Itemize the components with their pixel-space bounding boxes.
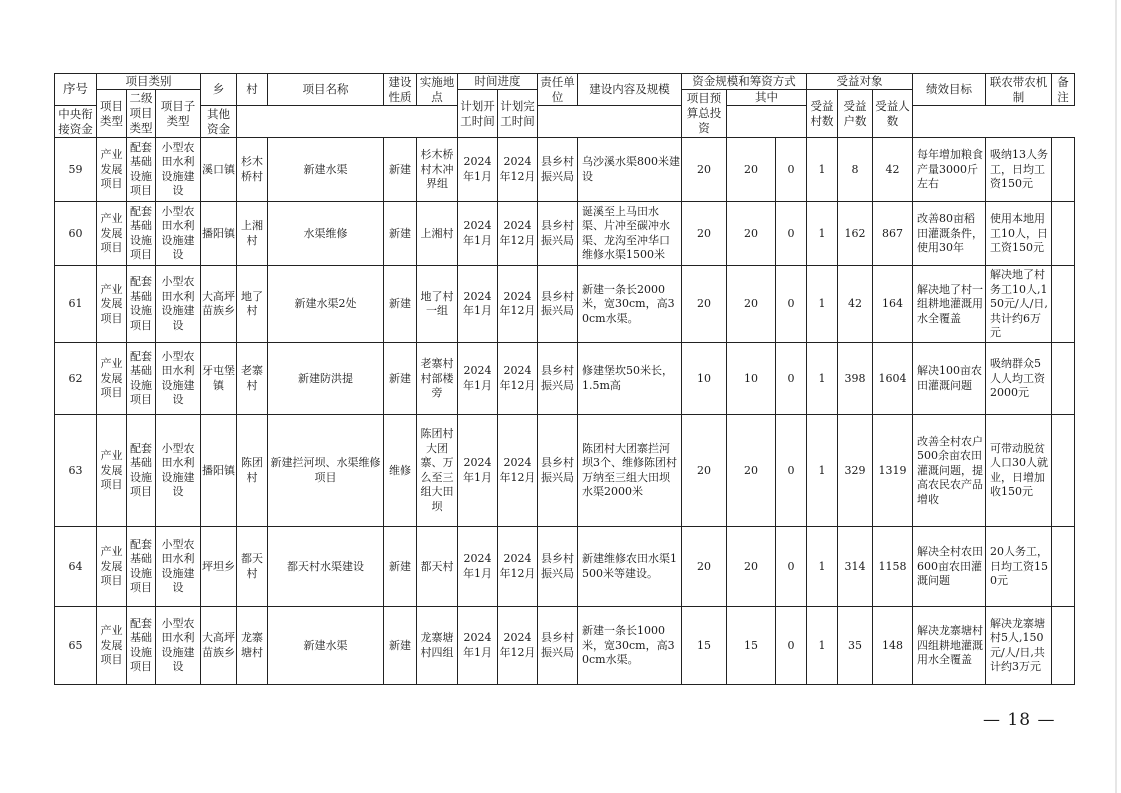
cell-households: 314	[838, 527, 873, 607]
cell-type2: 配套基础设施项目	[127, 343, 156, 415]
cell-start: 2024年1月	[458, 266, 498, 343]
cell-finish: 2024年12月	[498, 607, 538, 685]
cell-budget: 20	[682, 527, 727, 607]
cell-goal: 每年增加粮食产量3000斤左右	[913, 138, 986, 202]
cell-budget: 10	[682, 343, 727, 415]
cell-type2: 配套基础设施项目	[127, 527, 156, 607]
cell-start: 2024年1月	[458, 607, 498, 685]
cell-seq: 63	[55, 415, 97, 527]
header-fund-group: 资金规模和筹资方式	[682, 74, 807, 90]
cell-goal: 解决地了村一组耕地灌溉用水全覆盖	[913, 266, 986, 343]
cell-seq: 65	[55, 607, 97, 685]
cell-village: 上湘村	[237, 202, 268, 266]
cell-township: 播阳镇	[201, 415, 237, 527]
cell-type3: 小型农田水利设施建设	[156, 343, 201, 415]
table-row	[55, 415, 1075, 527]
cell-seq: 61	[55, 266, 97, 343]
cell-goal: 解决龙寨塘村四组耕地灌溉用水全覆盖	[913, 607, 986, 685]
cell-nature: 新建	[384, 202, 417, 266]
cell-households: 35	[838, 607, 873, 685]
cell-mechanism: 解决龙寨塘村5人,150元/人/日,共计约3万元	[986, 607, 1052, 685]
cell-budget: 20	[682, 138, 727, 202]
cell-village: 老寨村	[237, 343, 268, 415]
cell-unit: 县乡村振兴局	[538, 202, 578, 266]
cell-township: 溪口镇	[201, 138, 237, 202]
cell-type2: 配套基础设施项目	[127, 415, 156, 527]
cell-budget: 15	[682, 607, 727, 685]
header-budget: 项目预算总投资	[682, 90, 727, 138]
header-category-group: 项目类别	[97, 74, 201, 90]
cell-content: 乌沙溪水渠800米建设	[578, 138, 682, 202]
cell-unit: 县乡村振兴局	[538, 527, 578, 607]
cell-central: 20	[727, 202, 776, 266]
cell-mechanism: 吸纳群众5人人均工资2000元	[986, 343, 1052, 415]
cell-villages: 1	[807, 415, 838, 527]
cell-township: 大高坪苗族乡	[201, 266, 237, 343]
header-among: 其中	[727, 90, 807, 106]
header-type1: 项目类型	[97, 90, 127, 138]
cell-remark	[1052, 138, 1075, 202]
table-body	[55, 138, 1075, 685]
cell-mechanism: 20人务工，日均工资150元	[986, 527, 1052, 607]
scan-edge	[1115, 0, 1117, 793]
header-finish: 计划完工时间	[498, 90, 538, 138]
cell-content: 陈团村大团寨拦河坝3个、维修陈团村万纳至三组大田坝水渠2000米	[578, 415, 682, 527]
header-nature: 建设性质	[384, 74, 417, 106]
cell-content: 修建堡坎50米长，1.5m高	[578, 343, 682, 415]
cell-budget: 20	[682, 266, 727, 343]
cell-people: 867	[873, 202, 913, 266]
cell-township: 牙屯堡镇	[201, 343, 237, 415]
cell-name: 新建水渠2处	[268, 266, 384, 343]
cell-type1: 产业发展项目	[97, 415, 127, 527]
cell-nature: 新建	[384, 138, 417, 202]
header-mechanism: 联农带农机制	[986, 74, 1052, 106]
cell-location: 杉木桥村木冲界组	[417, 138, 458, 202]
cell-people: 1604	[873, 343, 913, 415]
cell-location: 上湘村	[417, 202, 458, 266]
cell-township: 大高坪苗族乡	[201, 607, 237, 685]
cell-type3: 小型农田水利设施建设	[156, 138, 201, 202]
header-people: 受益人数	[873, 90, 913, 138]
cell-remark	[1052, 202, 1075, 266]
table-row	[55, 202, 1075, 266]
cell-type1: 产业发展项目	[97, 343, 127, 415]
header-other: 其他资金	[201, 106, 237, 138]
cell-people: 164	[873, 266, 913, 343]
cell-households: 8	[838, 138, 873, 202]
cell-people: 148	[873, 607, 913, 685]
cell-start: 2024年1月	[458, 138, 498, 202]
cell-budget: 20	[682, 202, 727, 266]
table-row	[55, 266, 1075, 343]
cell-villages: 1	[807, 343, 838, 415]
project-table	[54, 73, 1075, 685]
cell-other: 0	[776, 202, 807, 266]
table-row	[55, 527, 1075, 607]
cell-village: 陈团村	[237, 415, 268, 527]
cell-finish: 2024年12月	[498, 415, 538, 527]
cell-name: 新建拦河坝、水渠维修项目	[268, 415, 384, 527]
header-villages: 受益村数	[807, 90, 838, 138]
cell-central: 20	[727, 527, 776, 607]
cell-type3: 小型农田水利设施建设	[156, 415, 201, 527]
header-benefit-group: 受益对象	[807, 74, 913, 90]
cell-other: 0	[776, 138, 807, 202]
header-households: 受益户数	[838, 90, 873, 138]
table-row	[55, 138, 1075, 202]
cell-type2: 配套基础设施项目	[127, 138, 156, 202]
cell-goal: 改善全村农户500余亩农田灌溉问题，提高农民农产品增收	[913, 415, 986, 527]
cell-name: 新建防洪提	[268, 343, 384, 415]
cell-name: 新建水渠	[268, 138, 384, 202]
header-project-name: 项目名称	[268, 74, 384, 106]
cell-remark	[1052, 266, 1075, 343]
page-number: — 18 —	[983, 710, 1056, 730]
cell-central: 20	[727, 138, 776, 202]
header-township: 乡	[201, 74, 237, 106]
cell-finish: 2024年12月	[498, 202, 538, 266]
cell-type3: 小型农田水利设施建设	[156, 607, 201, 685]
cell-nature: 新建	[384, 607, 417, 685]
cell-nature: 新建	[384, 527, 417, 607]
cell-mechanism: 解决地了村务工10人,150元/人/日,共计约6万元	[986, 266, 1052, 343]
cell-type1: 产业发展项目	[97, 266, 127, 343]
cell-village: 杉木桥村	[237, 138, 268, 202]
cell-villages: 1	[807, 527, 838, 607]
cell-nature: 维修	[384, 415, 417, 527]
header-content: 建设内容及规模	[578, 74, 682, 106]
header-unit: 责任单位	[538, 74, 578, 106]
cell-type2: 配套基础设施项目	[127, 607, 156, 685]
cell-remark	[1052, 607, 1075, 685]
cell-content: 新建一条长2000米，宽30cm，高30cm水渠。	[578, 266, 682, 343]
cell-content: 新建一条长1000米，宽30cm，高30cm水渠。	[578, 607, 682, 685]
header-type2: 二级项目类型	[127, 90, 156, 138]
cell-goal: 改善80亩稻田灌溉条件，使用30年	[913, 202, 986, 266]
cell-goal: 解决100亩农田灌溉问题	[913, 343, 986, 415]
cell-people: 1319	[873, 415, 913, 527]
cell-households: 42	[838, 266, 873, 343]
cell-type1: 产业发展项目	[97, 202, 127, 266]
header-start: 计划开工时间	[458, 90, 498, 138]
cell-other: 0	[776, 266, 807, 343]
cell-central: 10	[727, 343, 776, 415]
cell-start: 2024年1月	[458, 527, 498, 607]
cell-type2: 配套基础设施项目	[127, 266, 156, 343]
cell-name: 水渠维修	[268, 202, 384, 266]
cell-name: 新建水渠	[268, 607, 384, 685]
cell-other: 0	[776, 343, 807, 415]
cell-other: 0	[776, 415, 807, 527]
cell-village: 地了村	[237, 266, 268, 343]
cell-unit: 县乡村振兴局	[538, 138, 578, 202]
cell-finish: 2024年12月	[498, 266, 538, 343]
cell-villages: 1	[807, 202, 838, 266]
cell-content: 诞溪至上马田水渠、片冲至碳冲水渠、龙沟至冲华口维修水渠1500米	[578, 202, 682, 266]
cell-village: 都天村	[237, 527, 268, 607]
cell-start: 2024年1月	[458, 415, 498, 527]
cell-type1: 产业发展项目	[97, 527, 127, 607]
cell-unit: 县乡村振兴局	[538, 607, 578, 685]
cell-remark	[1052, 527, 1075, 607]
cell-unit: 县乡村振兴局	[538, 266, 578, 343]
cell-start: 2024年1月	[458, 343, 498, 415]
cell-households: 398	[838, 343, 873, 415]
cell-type3: 小型农田水利设施建设	[156, 202, 201, 266]
cell-remark	[1052, 415, 1075, 527]
cell-location: 都天村	[417, 527, 458, 607]
cell-central: 15	[727, 607, 776, 685]
cell-unit: 县乡村振兴局	[538, 415, 578, 527]
cell-village: 龙寨塘村	[237, 607, 268, 685]
header-seq: 序号	[55, 74, 97, 106]
cell-villages: 1	[807, 607, 838, 685]
cell-mechanism: 可带动脱贫人口30人就业，日增加收150元	[986, 415, 1052, 527]
cell-unit: 县乡村振兴局	[538, 343, 578, 415]
cell-start: 2024年1月	[458, 202, 498, 266]
cell-remark	[1052, 343, 1075, 415]
header-remark: 备注	[1052, 74, 1075, 106]
cell-budget: 20	[682, 415, 727, 527]
table-row	[55, 607, 1075, 685]
cell-location: 陈团村大团寨、万么至三组大田坝	[417, 415, 458, 527]
cell-households: 162	[838, 202, 873, 266]
cell-seq: 64	[55, 527, 97, 607]
header-central: 中央衔接资金	[55, 106, 97, 138]
cell-mechanism: 使用本地用工10人，日工资150元	[986, 202, 1052, 266]
cell-finish: 2024年12月	[498, 138, 538, 202]
cell-people: 1158	[873, 527, 913, 607]
cell-villages: 1	[807, 266, 838, 343]
cell-location: 地了村一组	[417, 266, 458, 343]
cell-central: 20	[727, 415, 776, 527]
cell-villages: 1	[807, 138, 838, 202]
header-village: 村	[237, 74, 268, 106]
cell-seq: 60	[55, 202, 97, 266]
cell-other: 0	[776, 607, 807, 685]
header-location: 实施地点	[417, 74, 458, 106]
cell-people: 42	[873, 138, 913, 202]
cell-central: 20	[727, 266, 776, 343]
cell-other: 0	[776, 527, 807, 607]
cell-finish: 2024年12月	[498, 527, 538, 607]
cell-mechanism: 吸纳13人务工，日均工资150元	[986, 138, 1052, 202]
cell-type1: 产业发展项目	[97, 607, 127, 685]
cell-seq: 62	[55, 343, 97, 415]
cell-township: 坪坦乡	[201, 527, 237, 607]
cell-nature: 新建	[384, 266, 417, 343]
cell-seq: 59	[55, 138, 97, 202]
cell-location: 龙寨塘村四组	[417, 607, 458, 685]
header-time-group: 时间进度	[458, 74, 538, 90]
cell-type2: 配套基础设施项目	[127, 202, 156, 266]
table-row	[55, 343, 1075, 415]
header-goal: 绩效目标	[913, 74, 986, 106]
cell-type1: 产业发展项目	[97, 138, 127, 202]
cell-nature: 新建	[384, 343, 417, 415]
cell-township: 播阳镇	[201, 202, 237, 266]
cell-goal: 解决全村农田600亩农田灌溉问题	[913, 527, 986, 607]
header-type3: 项目子类型	[156, 90, 201, 138]
cell-type3: 小型农田水利设施建设	[156, 266, 201, 343]
cell-location: 老寨村村部楼旁	[417, 343, 458, 415]
cell-content: 新建维修农田水渠1500米等建设。	[578, 527, 682, 607]
cell-type3: 小型农田水利设施建设	[156, 527, 201, 607]
cell-name: 都天村水渠建设	[268, 527, 384, 607]
cell-finish: 2024年12月	[498, 343, 538, 415]
cell-households: 329	[838, 415, 873, 527]
